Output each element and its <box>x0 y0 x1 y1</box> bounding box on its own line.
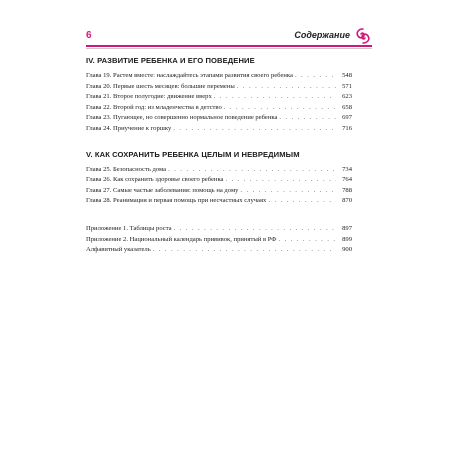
entry-title: Глава 20. Первые шесть месяцев: большие перемены <box>86 82 235 90</box>
toc-entry[interactable] <box>86 235 352 246</box>
dot-leader <box>224 103 336 114</box>
dot-leader <box>237 82 336 93</box>
toc-entry[interactable] <box>86 82 352 93</box>
toc-section-iv <box>86 56 352 135</box>
dot-leader <box>240 186 336 197</box>
toc-appendix <box>86 224 352 256</box>
dot-leader <box>225 175 336 186</box>
toc-entry[interactable] <box>86 113 352 124</box>
entry-page: 658 <box>342 103 352 111</box>
header-rule-accent <box>86 45 372 47</box>
toc-entry[interactable] <box>86 224 352 235</box>
dot-leader <box>295 71 336 82</box>
dot-leader <box>268 196 336 207</box>
entry-page: 716 <box>342 124 352 132</box>
entry-title: Глава 27. Самые частые заболевания: помощь на дому <box>86 186 239 194</box>
section-heading: IV. РАЗВИТИЕ РЕБЕНКА И ЕГО ПОВЕДЕНИЕ <box>86 56 255 65</box>
header-title: Содержание <box>294 30 350 40</box>
entry-page: 899 <box>342 235 352 243</box>
entry-title: Приложение 2. Национальный календарь прививок, принятый в РФ <box>86 235 277 243</box>
dot-leader <box>168 165 336 176</box>
entry-title: Глава 21. Второе полугодие: движение вверх <box>86 93 212 101</box>
entry-page: 697 <box>342 114 352 122</box>
toc-entries <box>86 165 352 207</box>
swirl-ornament-icon <box>354 27 372 45</box>
entry-title: Глава 28. Реанимация и первая помощь при несчастных случаях <box>86 197 267 205</box>
entry-page: 900 <box>342 246 352 254</box>
section-spacer <box>86 142 352 150</box>
toc-section-v <box>86 150 352 207</box>
dot-leader <box>174 224 336 235</box>
toc-entry[interactable] <box>86 103 352 114</box>
toc-entry[interactable] <box>86 71 352 82</box>
toc-entry[interactable] <box>86 175 352 186</box>
entry-title: Глава 22. Второй год: из младенчества в детство <box>86 103 222 111</box>
entry-title: Приложение 1. Таблицы роста <box>86 224 172 232</box>
entry-page: 571 <box>342 82 352 90</box>
entry-page: 734 <box>342 165 352 173</box>
entry-title: Глава 23. Пугающее, но совершенно нормальное поведение ребенка <box>86 114 278 122</box>
dot-leader <box>153 245 336 256</box>
dot-leader <box>173 124 336 135</box>
page-header <box>86 30 372 44</box>
toc-entry[interactable] <box>86 245 352 256</box>
entry-page: 897 <box>342 224 352 232</box>
entry-page: 764 <box>342 176 352 184</box>
toc-entry[interactable] <box>86 186 352 197</box>
toc-entry[interactable] <box>86 124 352 135</box>
entry-title: Глава 19. Растем вместе: наслаждайтесь этапами развития своего ребенка <box>86 72 293 79</box>
section-heading: V. КАК СОХРАНИТЬ РЕБЕНКА ЦЕЛЫМ И НЕВРЕДИМЫМ <box>86 149 300 159</box>
toc-entries <box>86 71 352 135</box>
entry-title: Алфавитный указатель <box>86 246 151 254</box>
toc-entry[interactable] <box>86 165 352 176</box>
appendix-spacer <box>86 214 352 224</box>
toc-entry[interactable] <box>86 196 352 207</box>
entry-page: 548 <box>342 72 352 79</box>
dot-leader <box>279 113 336 124</box>
entry-page: 623 <box>342 93 352 101</box>
header-rule-thin <box>86 48 372 49</box>
entry-title: Глава 24. Приучение к горшку <box>86 124 172 132</box>
page-number: 6 <box>86 30 92 41</box>
entry-page: 788 <box>342 186 352 194</box>
toc-entry[interactable] <box>86 92 352 103</box>
entry-title: Глава 25. Безопасность дома <box>86 165 167 173</box>
entry-title: Глава 26. Как сохранить здоровье своего ребенка <box>86 176 224 184</box>
dot-leader <box>214 92 336 103</box>
toc-content <box>86 56 352 263</box>
entry-page: 870 <box>342 197 352 205</box>
dot-leader <box>278 235 336 246</box>
